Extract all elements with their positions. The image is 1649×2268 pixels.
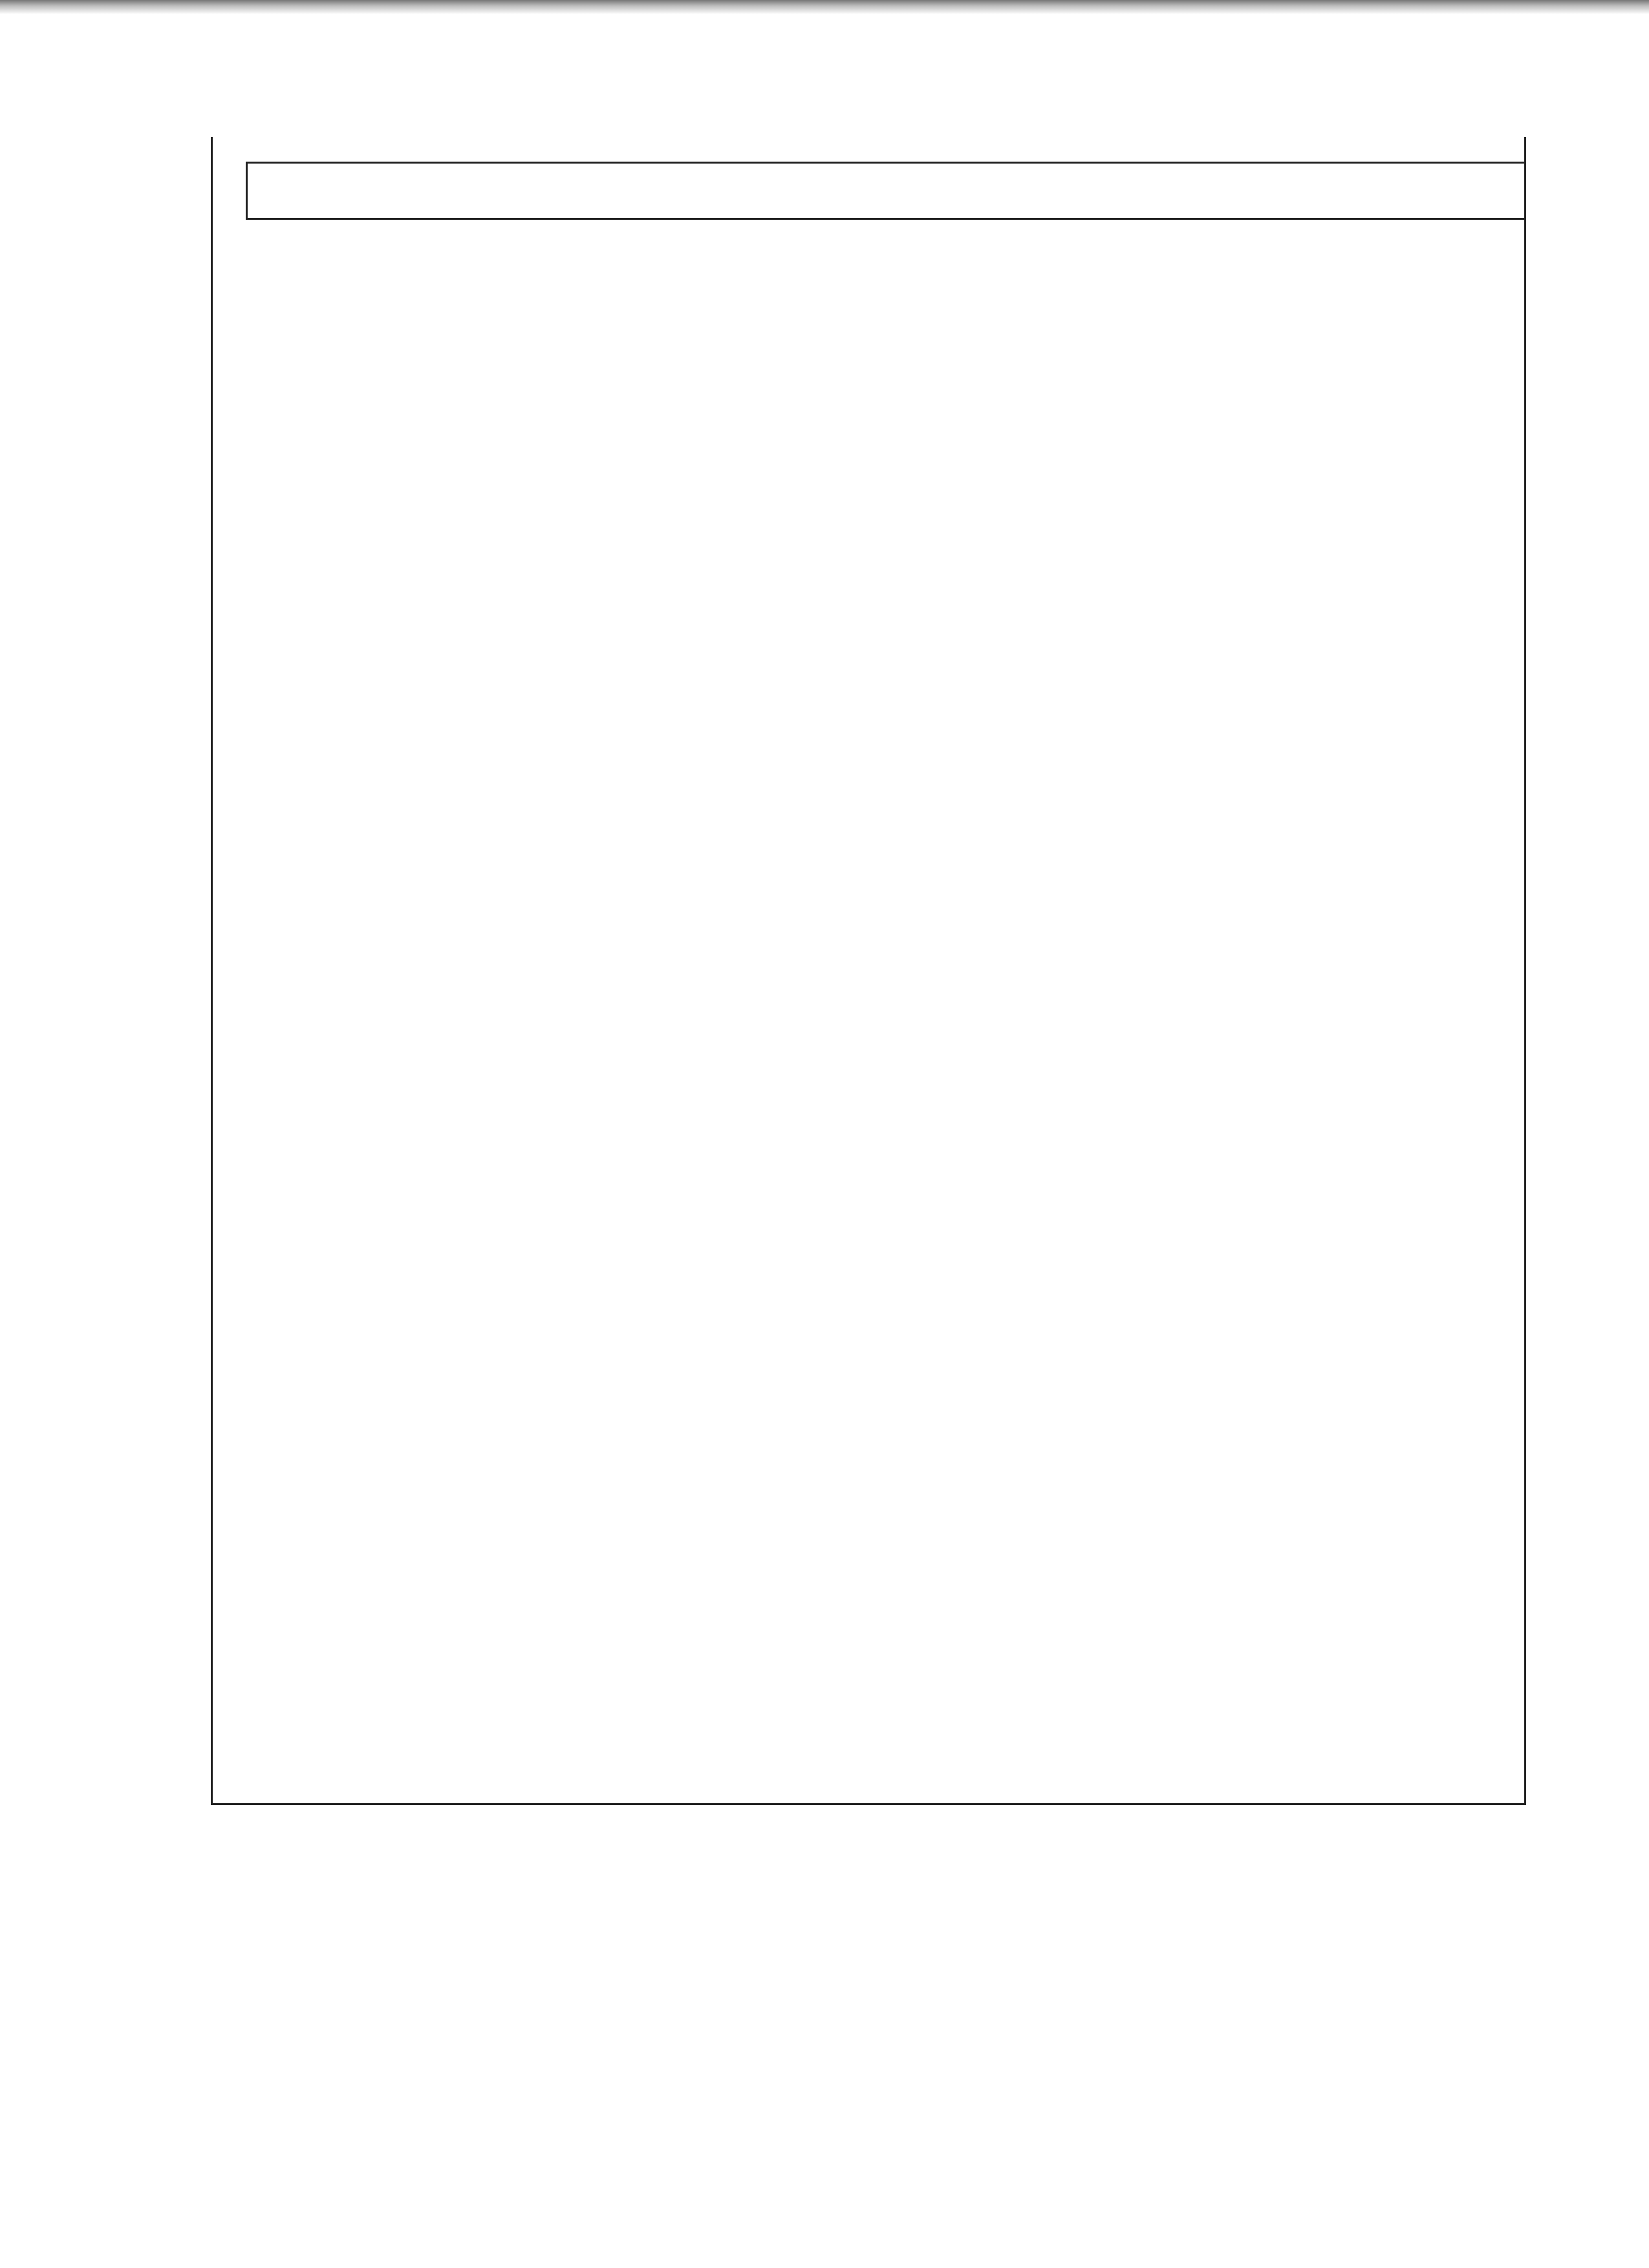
outer-frame xyxy=(211,137,1526,1805)
scan-top-edge xyxy=(0,0,1649,14)
section-title xyxy=(246,162,1526,220)
